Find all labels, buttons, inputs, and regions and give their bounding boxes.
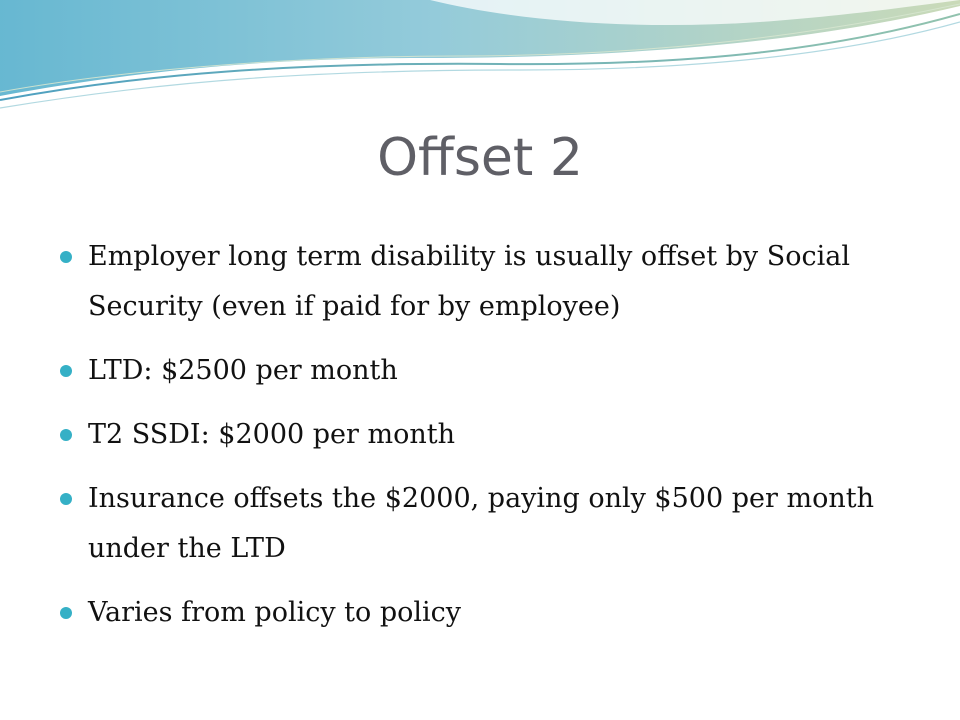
- bullet-item: [60, 588, 920, 638]
- bullet-icon: [60, 429, 72, 441]
- header-wave-decoration: [0, 0, 960, 130]
- bullet-text: T2 SSDI: $2000 per month: [88, 419, 455, 450]
- bullet-text: LTD: $2500 per month: [88, 355, 398, 386]
- bullet-text: Employer long term disability is usually offset by Social Security (even if paid for by employee): [88, 241, 850, 322]
- bullet-text: Insurance offsets the $2000, paying only $500 per month under the LTD: [88, 483, 874, 564]
- bullet-icon: [60, 607, 72, 619]
- bullet-item: [60, 346, 920, 396]
- bullet-item: [60, 410, 920, 460]
- bullet-text: Varies from policy to policy: [88, 597, 462, 628]
- bullet-item: [60, 232, 920, 332]
- slide-title: Offset 2: [377, 128, 583, 188]
- bullet-icon: [60, 365, 72, 377]
- bullet-icon: [60, 251, 72, 263]
- bullet-item: [60, 474, 920, 574]
- bullet-icon: [60, 493, 72, 505]
- bullet-list: [60, 232, 920, 652]
